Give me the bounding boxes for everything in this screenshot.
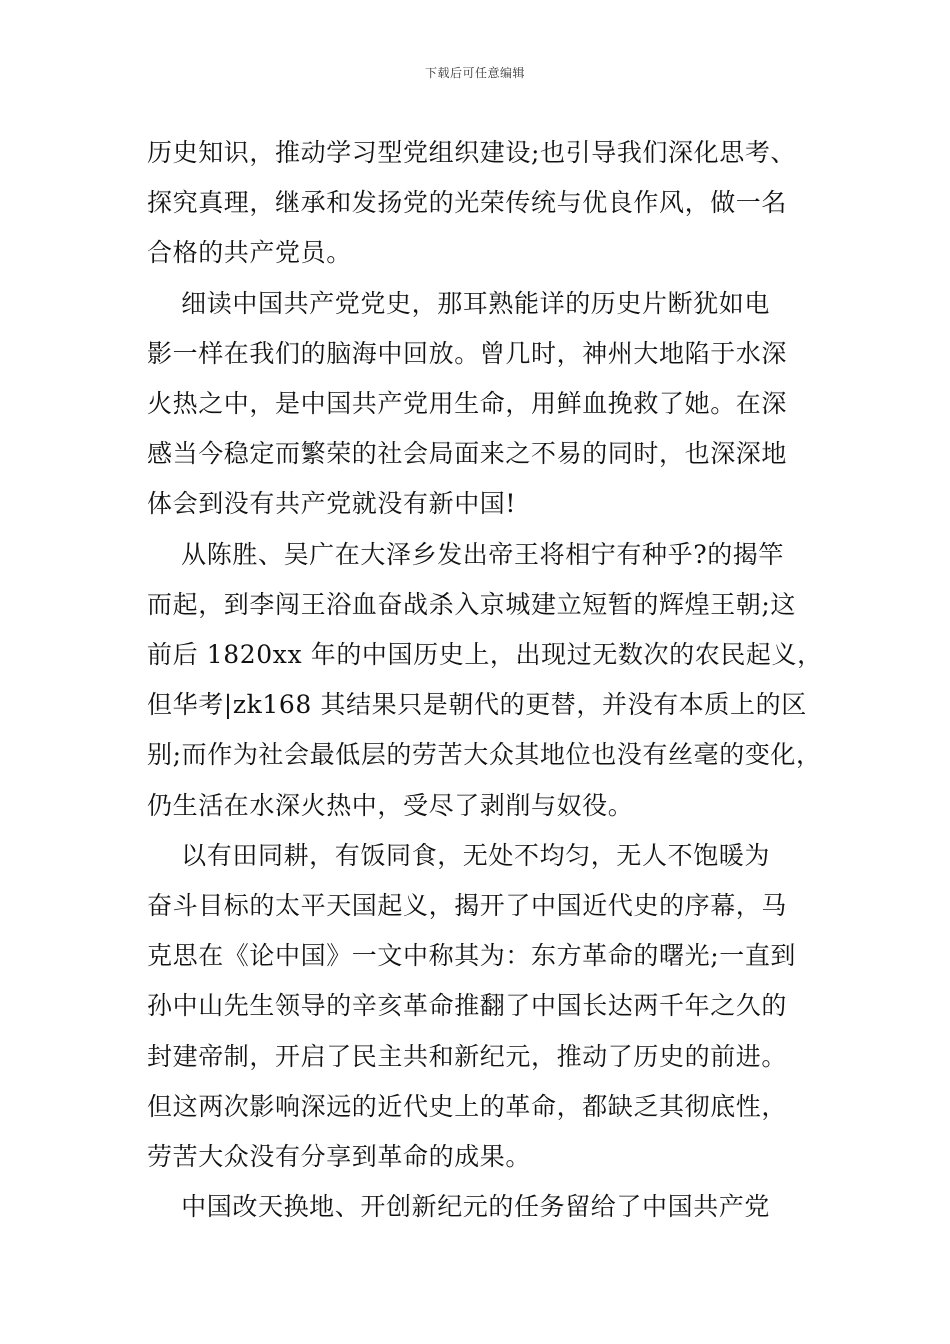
text-line: 克思在《论中国》一文中称其为：东方革命的曙光;一直到 (147, 941, 797, 971)
text-line: 中国改天换地、开创新纪元的任务留给了中国共产党 (147, 1192, 770, 1222)
text-line: 从陈胜、吴广在大泽乡发出帝王将相宁有种乎?的揭竿 (147, 539, 784, 569)
text-line: 影一样在我们的脑海中回放。曾几时，神州大地陷于水深 (147, 338, 788, 368)
text-line: 细读中国共产党党史，那耳熟能详的历史片断犹如电 (147, 288, 770, 318)
text-line: 历史知识，推动学习型党组织建设;也引导我们深化思考、 (147, 138, 797, 167)
text-line: 感当今稳定而繁荣的社会局面来之不易的同时，也深深地 (147, 439, 788, 469)
text-line: 体会到没有共产党就没有新中国! (147, 489, 517, 519)
paragraph-2 (147, 279, 827, 530)
text-line: 孙中山先生领导的辛亥革命推翻了中国长达两千年之久的 (147, 991, 788, 1021)
text-line: 以有田同耕，有饭同食，无处不均匀，无人不饱暖为 (147, 840, 770, 870)
text-line: 别;而作为社会最低层的劳苦大众其地位也没有丝毫的变化， (147, 740, 822, 770)
paragraph-1 (147, 128, 827, 279)
page-header: 下载后可任意编辑 (424, 66, 525, 80)
paragraph-3 (147, 530, 827, 831)
body-text (147, 128, 827, 1232)
text-line: 合格的共产党员。 (147, 238, 352, 268)
text-line: 但华考|zk168 其结果只是朝代的更替，并没有本质上的区 (147, 690, 807, 720)
text-line: 仍生活在水深火热中，受尽了剥削与奴役。 (147, 790, 634, 820)
text-line: 劳苦大众没有分享到革命的成果。 (147, 1142, 532, 1172)
paragraph-5 (147, 1182, 827, 1232)
text-line: 奋斗目标的太平天国起义，揭开了中国近代史的序幕，马 (147, 891, 788, 921)
paragraph-4 (147, 831, 827, 1182)
text-line: 但这两次影响深远的近代史上的革命，都缺乏其彻底性， (147, 1091, 788, 1121)
text-line: 探究真理，继承和发扬党的光荣传统与优良作风，做一名 (147, 188, 788, 218)
text-line: 而起，到李闯王浴血奋战杀入京城建立短暂的辉煌王朝;这 (147, 589, 797, 619)
text-line: 火热之中，是中国共产党用生命，用鲜血挽救了她。在深 (147, 389, 788, 419)
text-line: 前后 1820xx 年的中国历史上，出现过无数次的农民起义， (147, 640, 823, 670)
text-line: 封建帝制，开启了民主共和新纪元，推动了历史的前进。 (147, 1041, 788, 1071)
